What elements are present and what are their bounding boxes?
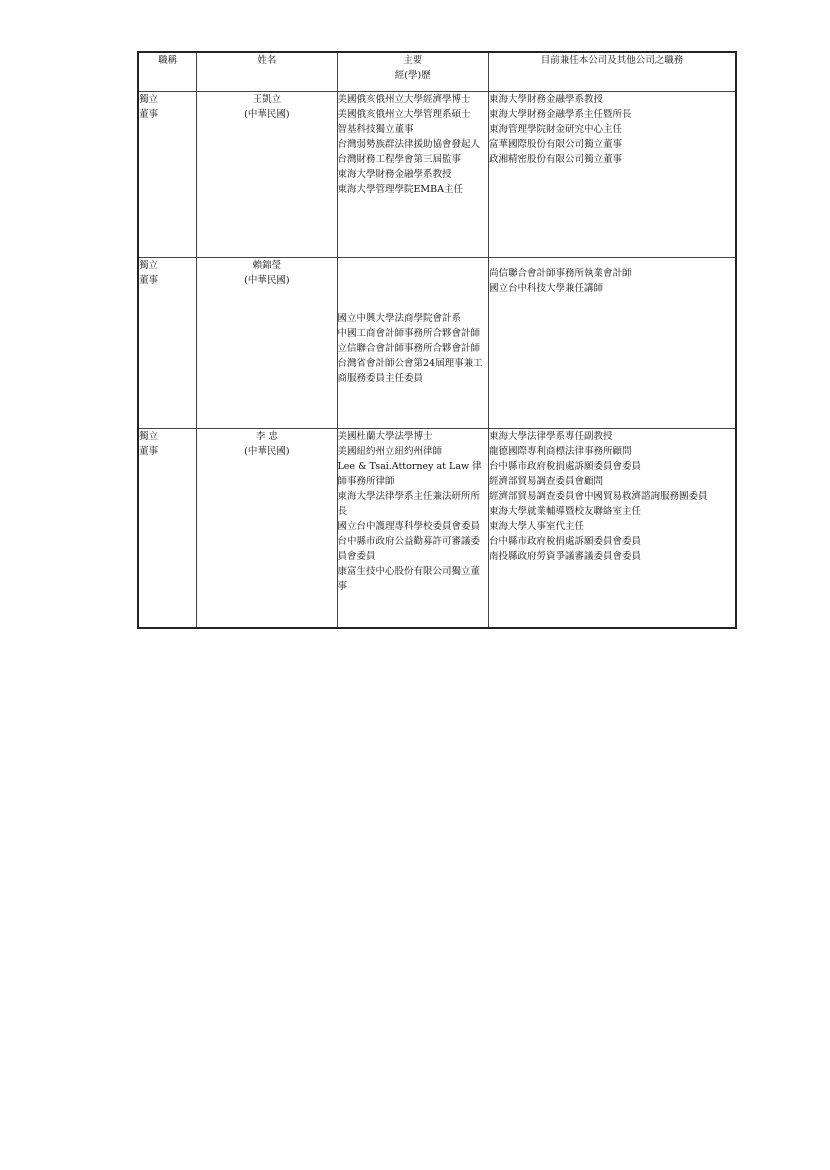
education-item: Lee & Tsai.Attorney at Law 律師事務所律師 <box>337 461 482 487</box>
education-item: 立信聯合會計師事務所合夥會計師 <box>337 342 481 354</box>
director-title <box>138 429 197 629</box>
header-row <box>138 52 736 92</box>
position-item: 東海大學就業輔導暨校友聯絡室主任 <box>489 506 642 517</box>
header-education-line2: 經(學)歷 <box>394 70 431 81</box>
position-item: 經濟部貿易調查委員會中國貿易救濟諮詢服務團委員 <box>489 491 708 502</box>
education-item: 東海大學法律學系主任兼法研所所長 <box>337 491 481 517</box>
director-title <box>138 92 197 258</box>
director-name <box>197 258 337 429</box>
education-cell <box>337 429 489 629</box>
education-item: 美國紐約州立紐約州律師 <box>337 446 443 457</box>
nationality: (中華民國) <box>244 109 290 120</box>
education-item: 智基科技獨立董事 <box>337 124 414 135</box>
name-line: 李 忠 <box>255 431 278 442</box>
title-line: 獨立 <box>139 94 159 105</box>
header-education <box>337 52 489 92</box>
director-name <box>197 92 337 258</box>
position-item: 東海管理學院財金研究中心主任 <box>489 124 623 135</box>
name-line: 賴錦瑩 <box>252 260 282 271</box>
title-line: 董事 <box>139 109 159 120</box>
position-item: 政湘精密股份有限公司獨立董事 <box>489 154 623 165</box>
header-positions: 目前兼任本公司及其他公司之職務 <box>489 52 737 92</box>
positions-cell <box>489 258 737 429</box>
education-item: 台灣財務工程學會第三屆監事 <box>337 154 462 165</box>
position-item: 國立台中科技大學兼任講師 <box>489 283 604 294</box>
education-item: 中國工商會計師事務所合夥會計師 <box>337 327 481 339</box>
education-cell <box>337 258 489 429</box>
education-item: 國立中興大學法商學院會計系 <box>337 312 462 324</box>
table-row <box>138 92 736 258</box>
education-item: 東海大學財務金融學系教授 <box>337 169 452 180</box>
title-line: 獨立 <box>139 431 159 442</box>
table-row <box>138 429 736 629</box>
education-cell <box>337 92 489 258</box>
positions-cell <box>489 92 737 258</box>
education-item: 台灣弱勢族群法律援助協會發起人 <box>337 139 481 150</box>
position-item: 東海大學法律學系專任副教授 <box>489 431 613 442</box>
position-item: 東海大學財務金融學系教授 <box>489 94 604 105</box>
positions-cell <box>489 429 737 629</box>
education-item: 東海大學管理學院EMBA主任 <box>337 184 464 195</box>
position-item: 台中縣市政府稅捐處訴願委員會委員 <box>489 536 642 547</box>
education-item: 康富生技中心股份有限公司獨立董事 <box>337 566 481 592</box>
position-item: 尚信聯合會計師事務所執業會計師 <box>489 268 632 279</box>
header-education-line1: 主要 <box>403 55 423 66</box>
director-name <box>197 429 337 629</box>
position-item: 東海大學人事室代主任 <box>489 521 585 532</box>
position-item: 東海大學財務金融學系主任暨所長 <box>489 109 632 120</box>
nationality: (中華民國) <box>244 446 290 457</box>
header-title: 職稱 <box>138 52 197 92</box>
position-item: 南投縣政府勞資爭議審議委員會委員 <box>489 551 642 562</box>
education-item: 美國杜蘭大學法學博士 <box>337 431 433 442</box>
header-name: 姓名 <box>197 52 337 92</box>
title-line: 獨立 <box>139 260 159 271</box>
education-item: 美國俄亥俄州立大學管理系碩士 <box>337 109 471 120</box>
independent-directors-table <box>137 51 737 629</box>
nationality: (中華民國) <box>244 275 290 286</box>
director-title <box>138 258 197 429</box>
position-item: 經濟部貿易調查委員會顧問 <box>489 476 604 487</box>
name-line: 王凱立 <box>252 94 282 105</box>
position-item: 富華國際股份有限公司獨立董事 <box>489 139 623 150</box>
education-item: 美國俄亥俄州立大學經濟學博士 <box>337 94 471 105</box>
position-item: 台中縣市政府稅捐處訴願委員會委員 <box>489 461 642 472</box>
table-row <box>138 258 736 429</box>
education-item: 國立台中護理專科學校委員會委員 <box>337 521 481 532</box>
title-line: 董事 <box>139 446 159 457</box>
title-line: 董事 <box>139 275 159 286</box>
education-item: 台灣省會計師公會第24屆理事兼工商服務委員主任委員 <box>337 357 483 384</box>
education-item: 台中縣市政府公益勸募許可審議委員會委員 <box>337 536 481 562</box>
position-item: 龍德國際專利商標法律事務所顧問 <box>489 446 632 457</box>
